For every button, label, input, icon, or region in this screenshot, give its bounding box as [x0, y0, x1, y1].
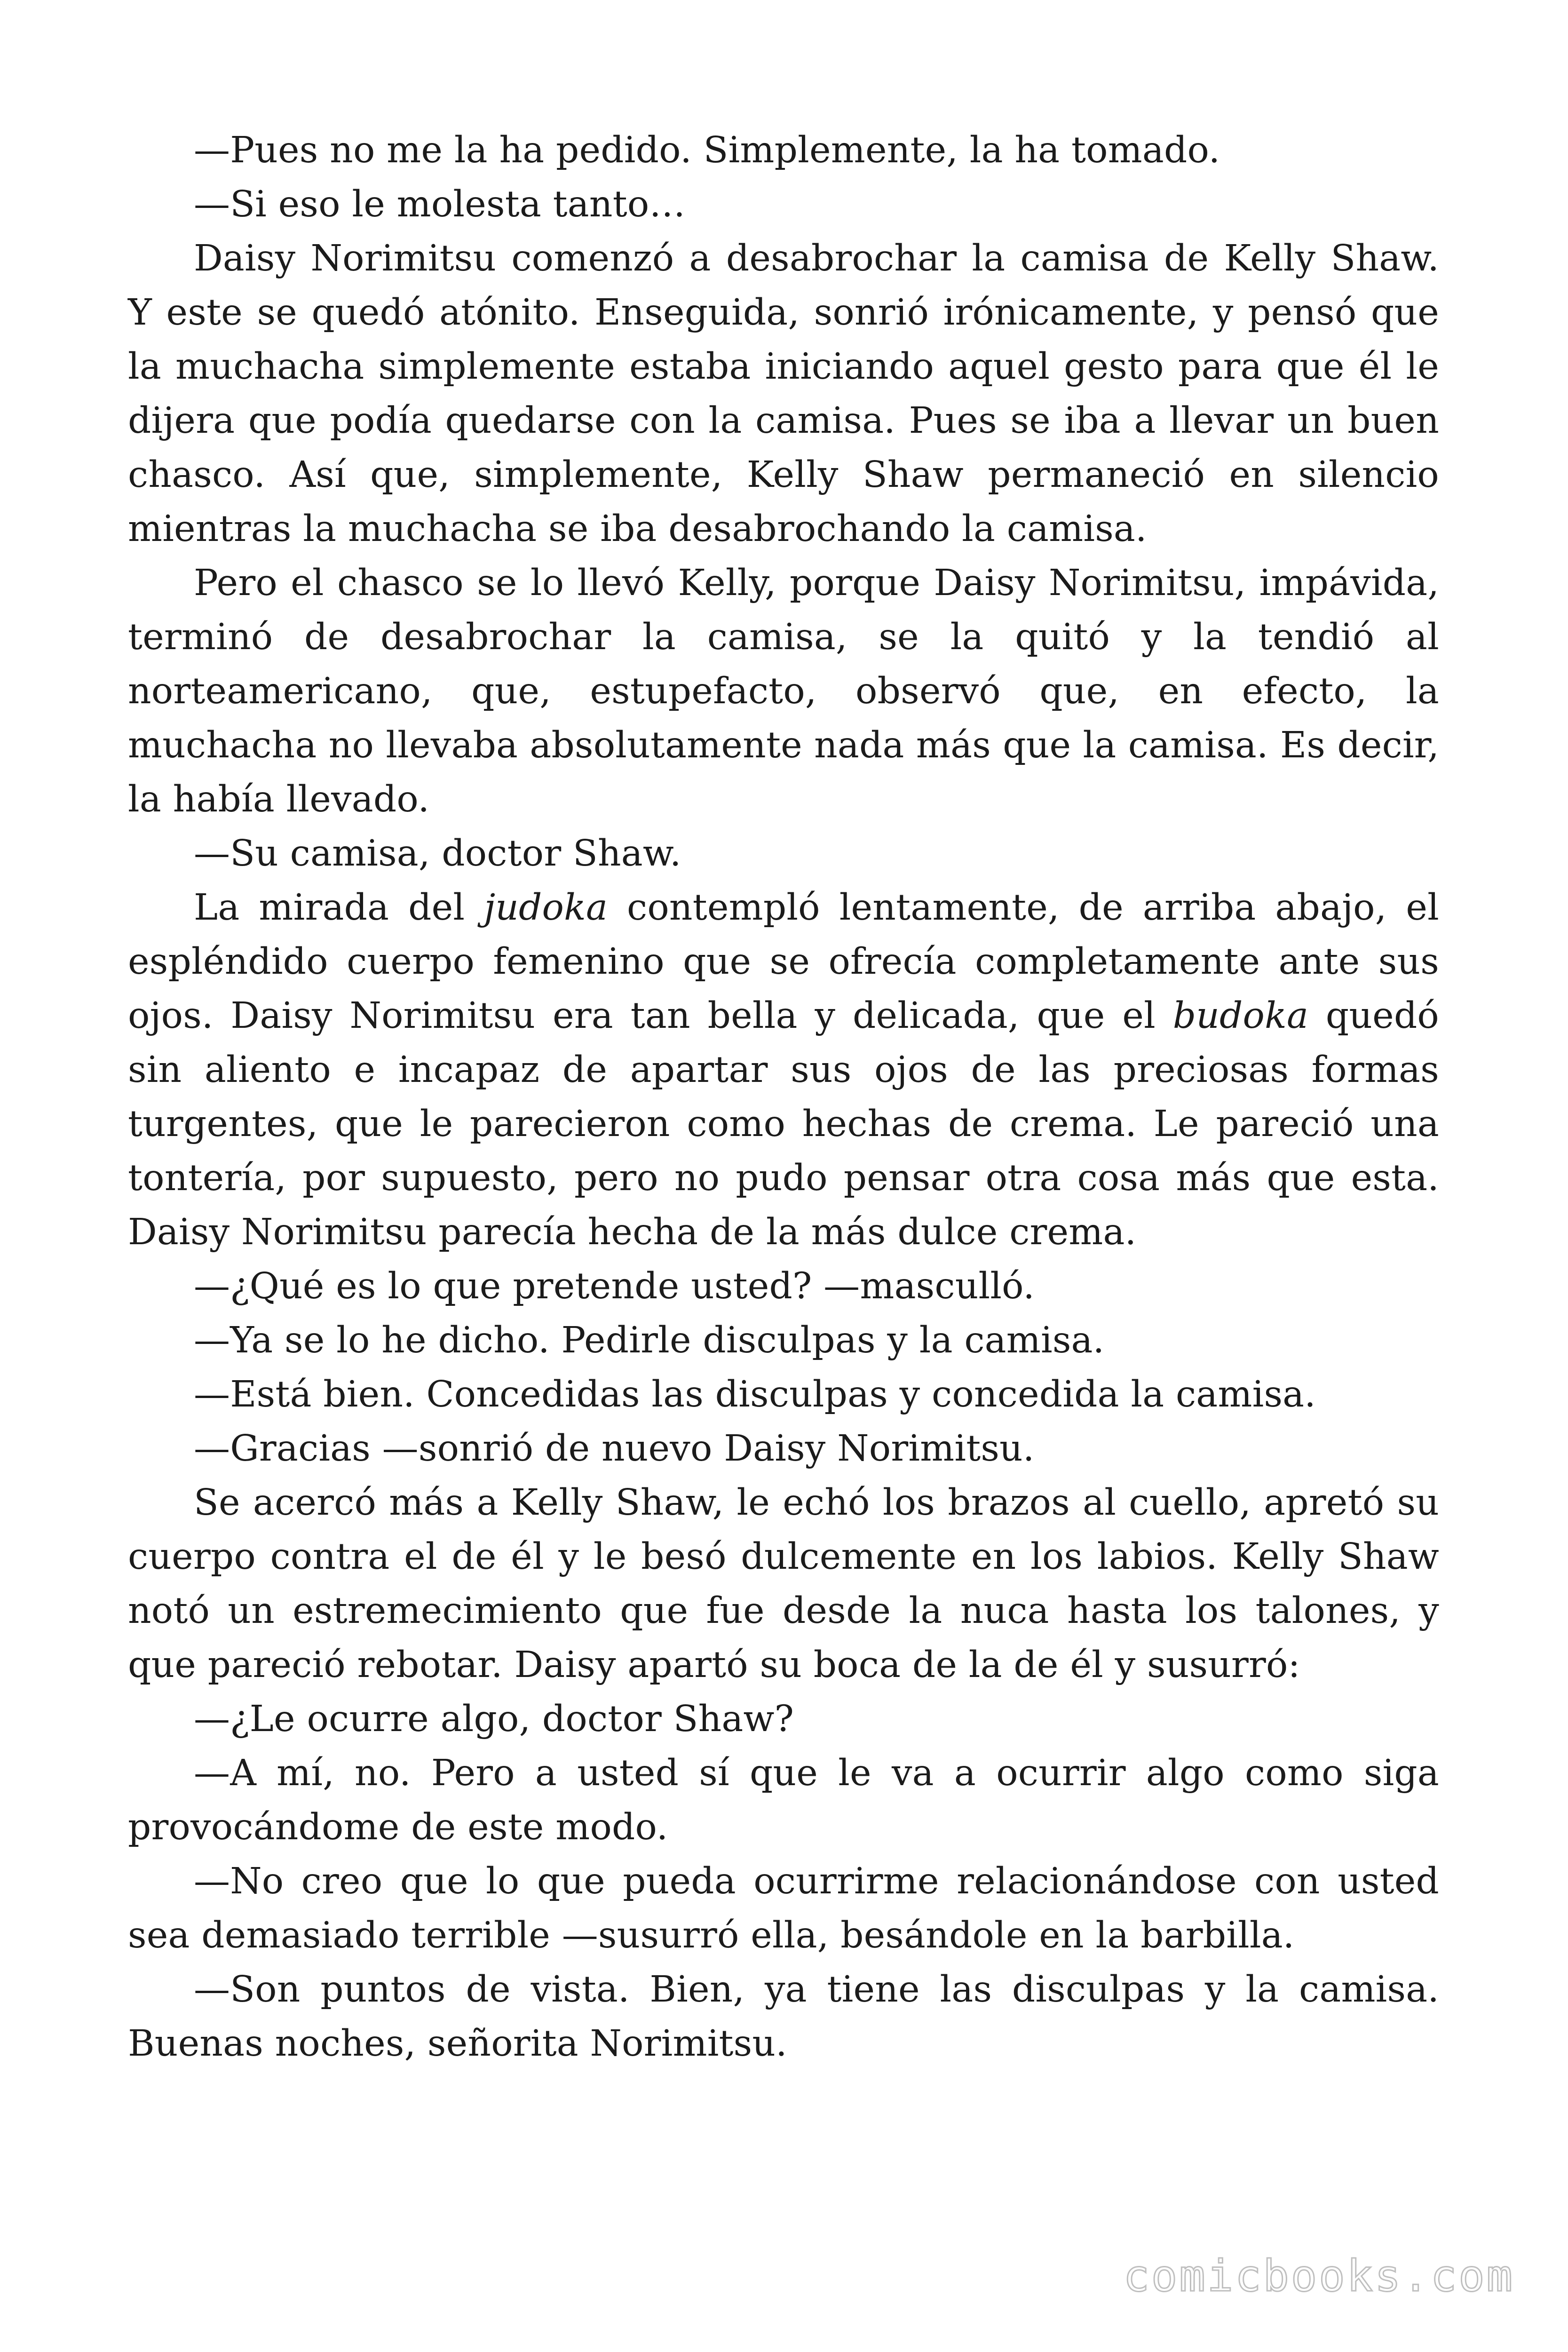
paragraph-6-part-3: quedó sin aliento e incapaz de apartar sus ojos de las preciosas formas turgentes, que le parecieron como hechas de crema. Le pareció una tontería, por supuesto, pero no pudo pensar otra cosa más que esta. Daisy Norimitsu parecía hecha de la más dulce crema. [128, 995, 1439, 1253]
paragraph-9: —Está bien. Concedidas las disculpas y concedida la camisa. [194, 1374, 1316, 1415]
paragraph-10: —Gracias —sonrió de nuevo Daisy Norimitsu. [194, 1428, 1035, 1470]
paragraph-6-part-1: La mirada del [194, 887, 484, 929]
body-text [128, 123, 1439, 2071]
paragraph-2: —Si eso le molesta tanto… [194, 183, 686, 225]
italic-word-judoka: judoka [484, 887, 608, 929]
paragraph-8: —Ya se lo he dicho. Pedirle disculpas y la camisa. [194, 1319, 1105, 1361]
paragraph-12: —¿Le ocurre algo, doctor Shaw? [194, 1698, 794, 1740]
paragraph-6-part-2: contempló lentamente, de arriba abajo, el espléndido cuerpo femenino que se ofrecía completamente ante sus ojos. Daisy Norimitsu era tan bella y delicada, que el [128, 887, 1439, 1037]
paragraph-3: Daisy Norimitsu comenzó a desabrochar la camisa de Kelly Shaw. Y este se quedó atónito. Enseguida, sonrió irónicamente, y pensó que la muchacha simplemente estaba iniciando aquel gesto para que él le dijera que podía quedarse con la camisa. Pues se iba a llevar un buen chasco. Así que, simplemente, Kelly Shaw permaneció en silencio mientras la muchacha se iba desabrochando la camisa. [128, 238, 1439, 550]
paragraph-15: —Son puntos de vista. Bien, ya tiene las disculpas y la camisa. Buenas noches, señorita Norimitsu. [128, 1969, 1439, 2065]
paragraph-11: Se acercó más a Kelly Shaw, le echó los brazos al cuello, apretó su cuerpo contra el de él y le besó dulcemente en los labios. Kelly Shaw notó un estremecimiento que fue desde la nuca hasta los talones, y que pareció rebotar. Daisy apartó su boca de la de él y susurró: [128, 1482, 1439, 1686]
paragraph-4: Pero el chasco se lo llevó Kelly, porque Daisy Norimitsu, impávida, terminó de desabrochar la camisa, se la quitó y la tendió al norteamericano, que, estupefacto, observó que, en efecto, la muchacha no llevaba absolutamente nada más que la camisa. Es decir, la había llevado. [128, 562, 1439, 820]
paragraph-1: —Pues no me la ha pedido. Simplemente, la ha tomado. [194, 129, 1220, 171]
italic-word-budoka: budoka [1172, 995, 1309, 1037]
paragraph-5: —Su camisa, doctor Shaw. [194, 833, 681, 874]
watermark: comicbooks.com [1123, 2251, 1514, 2301]
paragraph-14: —No creo que lo que pueda ocurrirme relacionándose con usted sea demasiado terrible —susurró ella, besándole en la barbilla. [128, 1860, 1439, 1956]
paragraph-7: —¿Qué es lo que pretende usted? —masculló. [194, 1265, 1035, 1307]
paragraph-13: —A mí, no. Pero a usted sí que le va a ocurrir algo como siga provocándome de este modo. [128, 1752, 1439, 1848]
paragraph-6 [128, 881, 1439, 1259]
